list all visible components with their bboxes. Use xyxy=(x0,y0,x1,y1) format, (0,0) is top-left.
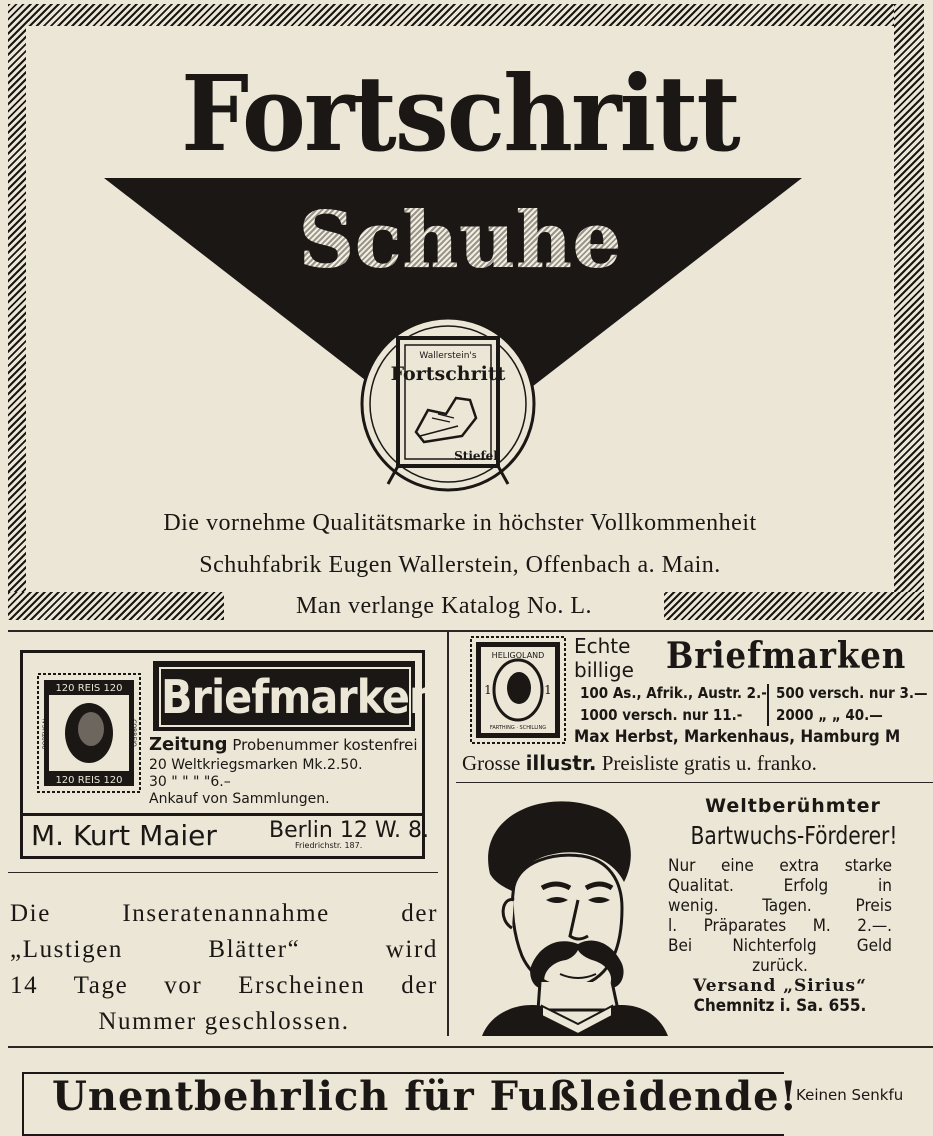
bart-line-2: Qualitat. Erfolg in xyxy=(668,876,892,896)
heligoland-stamp-illustration xyxy=(470,636,566,744)
herbst-pricelist xyxy=(462,750,933,776)
slogan: Die vornehme Qualitätsmarke in höchster Vollkommenheit xyxy=(163,510,757,536)
maier-street: Friedrichstr. 187. xyxy=(295,841,363,850)
horizontal-rule-right xyxy=(456,782,933,783)
horizontal-rule-left xyxy=(8,872,438,873)
stamp-correio: CORREIO xyxy=(130,719,137,747)
bart-address: Chemnitz i. Sa. 655. xyxy=(693,996,867,1016)
herbst-billige: billige xyxy=(574,658,634,682)
catalog-request: Man verlange Katalog No. L. xyxy=(224,592,664,620)
hatched-border-right xyxy=(894,4,924,620)
herbst-title: Briefmarken xyxy=(666,635,907,677)
advertising-deadline-notice xyxy=(10,896,438,1040)
column-divider xyxy=(447,632,449,1036)
herbst-price-500: 500 versch. nur 3.— xyxy=(776,684,928,702)
seal-maker: Wallerstein's xyxy=(419,351,477,361)
portugal-stamp-illustration xyxy=(37,673,141,793)
maier-zeitung: Zeitung xyxy=(149,734,228,755)
maier-city: Berlin 12 W. 8. xyxy=(269,818,430,843)
herbst-price-2000: 2000 „ „ 40.— xyxy=(776,706,883,724)
bart-line-6: zurück. xyxy=(752,956,808,976)
herbst-firm: Max Herbst, Markenhaus, Hamburg M xyxy=(574,727,901,747)
notice-line-4: Nummer geschlossen. xyxy=(98,1008,350,1035)
notice-line-2: „Lustigen Blätter“ wird xyxy=(10,936,438,963)
notice-line-1: Die Inseratenannahme der xyxy=(10,900,438,927)
maier-newspaper-line xyxy=(149,734,421,755)
stamp-value-bottom: 120 REIS 120 xyxy=(55,775,123,786)
brand-title: Fortschritt xyxy=(181,52,739,175)
maier-sample-free: Probenummer kostenfrei xyxy=(232,736,418,754)
herbst-price-1000: 1000 versch. nur 11.- xyxy=(580,706,743,724)
maier-purchase-line: Ankauf von Sammlungen. xyxy=(149,791,330,807)
maier-offer-20: 20 Weltkriegsmarken Mk.2.50. xyxy=(149,757,363,773)
maier-offer-30: 30 " " " "6.– xyxy=(149,774,231,790)
hatched-border-left xyxy=(8,4,26,620)
stamp-value-top: 120 REIS 120 xyxy=(55,683,123,694)
bart-versand: Versand „Sirius“ xyxy=(693,976,867,996)
herbst-price-divider xyxy=(767,684,769,726)
heligoland-label: HELIGOLAND xyxy=(491,651,545,660)
bottom-right-text: Keinen Senkfu xyxy=(796,1086,904,1104)
seal-item: Stiefel xyxy=(454,449,498,463)
maier-title-plate xyxy=(153,661,438,731)
herbst-echte: Echte xyxy=(574,634,631,658)
stamp-value-left: 1 xyxy=(484,683,492,697)
stamp-currency: FARTHING · SCHILLING xyxy=(489,725,547,731)
ad-panel xyxy=(26,26,894,592)
pricelist-grosse: Grosse xyxy=(462,751,526,775)
maier-title: Briefmarken xyxy=(159,667,411,727)
maier-divider xyxy=(23,813,422,816)
shoe-seal-emblem xyxy=(358,314,538,494)
bart-body xyxy=(668,856,892,1016)
pricelist-illustr: illustr. xyxy=(525,751,597,775)
stamp-country: PORTUGAL xyxy=(42,716,49,750)
herbst-price-100: 100 As., Afrik., Austr. 2.- xyxy=(580,684,767,702)
bart-headline: Weltberühmter xyxy=(705,795,881,817)
seal-brand: Fortschritt xyxy=(390,363,506,385)
bart-line-4: l. Präparates M. 2.—. xyxy=(668,916,892,936)
bottom-headline: Unentbehrlich für Fußleidende! xyxy=(52,1073,799,1120)
kurt-maier-advertisement xyxy=(20,650,438,859)
horizontal-rule-bottom xyxy=(8,1046,933,1048)
maier-name: M. Kurt Maier xyxy=(31,819,217,852)
company-line: Schuhfabrik Eugen Wallerstein, Offenbach a. Main. xyxy=(199,552,721,578)
pricelist-rest: Preisliste gratis u. franko. xyxy=(596,751,817,775)
bart-line-1: Nur eine extra starke xyxy=(668,856,892,876)
stamp-value-right: 1 xyxy=(544,683,552,697)
hatched-border-top xyxy=(8,4,898,26)
mustached-man-illustration xyxy=(462,796,668,1036)
bart-title: Bartwuchs-Förderer! xyxy=(690,821,898,850)
notice-line-3: 14 Tage vor Erscheinen der xyxy=(10,972,438,999)
bart-line-5: Bei Nichterfolg Geld xyxy=(668,936,892,956)
bart-line-3: wenig. Tagen. Preis xyxy=(668,896,892,916)
horizontal-rule-top xyxy=(8,630,933,632)
product-name: Schuhe xyxy=(26,202,894,280)
